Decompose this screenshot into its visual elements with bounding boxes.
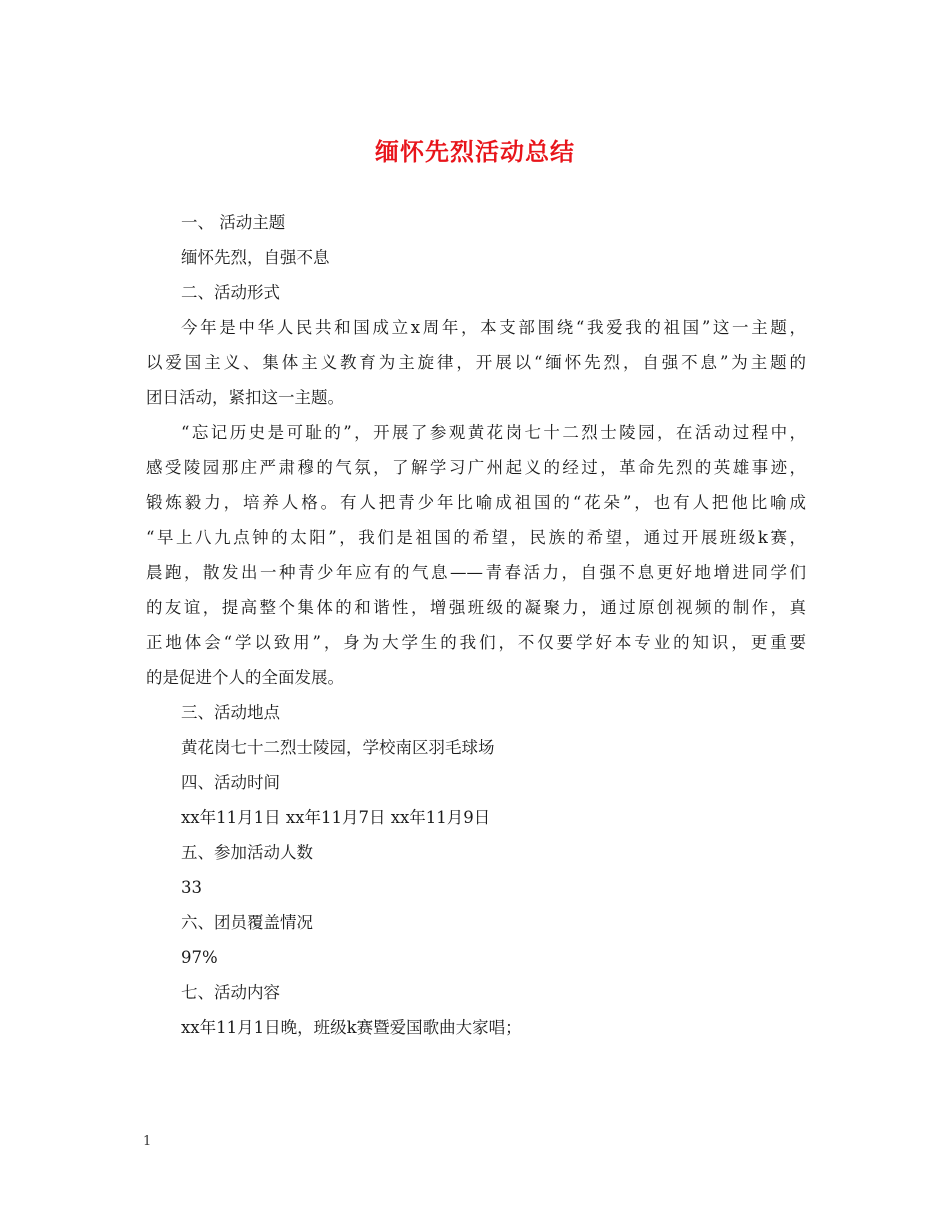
paragraph-2-line-5: 晨跑，散发出一种青少年应有的气息——青春活力，自强不息更好地增进同学们 [146,563,806,582]
section-3-body: 黄花岗七十二烈士陵园，学校南区羽毛球场 [181,738,495,757]
section-7-body: xx年11月1日晚，班级k赛暨爱国歌曲大家唱； [181,1018,522,1037]
paragraph-2-line-4: “早上八九点钟的太阳”，我们是祖国的希望，民族的希望，通过开展班级k赛， [146,528,806,547]
paragraph-2-line-2: 感受陵园那庄严肃穆的气氛，了解学习广州起义的经过，革命先烈的英雄事迹， [146,458,806,477]
paragraph-2-line-7: 正地体会“学以致用”，身为大学生的我们，不仅要学好本专业的知识，更重要 [146,633,806,652]
paragraph-1-line-3: 团日活动，紧扣这一主题。 [146,388,344,407]
section-5-heading: 五、参加活动人数 [181,843,313,862]
section-4-heading: 四、活动时间 [181,773,280,792]
section-6-heading: 六、团员覆盖情况 [181,913,313,932]
paragraph-1-line-1: 今年是中华人民共和国成立x周年，本支部围绕“我爱我的祖国”这一主题， [181,318,806,337]
section-7-heading: 七、活动内容 [181,983,280,1002]
section-2-heading: 二、活动形式 [181,283,280,302]
section-4-body: xx年11月1日 xx年11月7日 xx年11月9日 [181,808,491,827]
section-5-body: 33 [181,878,202,897]
section-6-body: 97% [181,948,218,967]
document-body [146,205,806,1045]
paragraph-2-line-6: 的友谊，提高整个集体的和谐性，增强班级的凝聚力，通过原创视频的制作，真 [146,598,806,617]
page-number: 1 [143,1134,152,1149]
section-1-body: 缅怀先烈，自强不息 [181,248,330,267]
paragraph-2-line-8: 的是促进个人的全面发展。 [146,668,344,687]
document-title: 缅怀先烈活动总结 [375,137,575,166]
section-3-heading: 三、活动地点 [181,703,280,722]
paragraph-1-line-2: 以爱国主义、集体主义教育为主旋律，开展以“缅怀先烈，自强不息”为主题的 [146,353,806,372]
paragraph-2-line-3: 锻炼毅力，培养人格。有人把青少年比喻成祖国的“花朵”，也有人把他比喻成 [146,493,806,512]
section-1-heading: 一、 活动主题 [181,213,286,232]
paragraph-2-line-1: “忘记历史是可耻的”，开展了参观黄花岗七十二烈士陵园，在活动过程中， [181,423,806,442]
